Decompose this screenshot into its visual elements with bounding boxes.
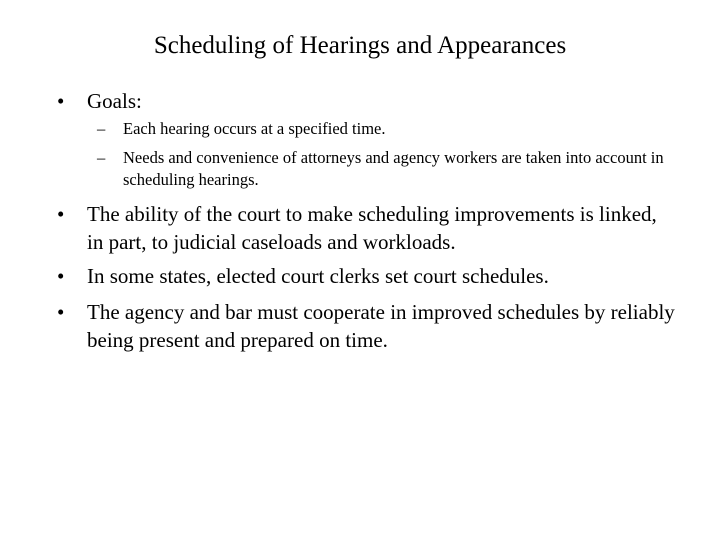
bullet-point-text: In some states, elected court clerks set court schedules. bbox=[87, 264, 549, 288]
bullet-point bbox=[57, 298, 677, 354]
bullet-point bbox=[57, 200, 677, 256]
goal-item-text: Needs and convenience of attorneys and agency workers are taken into account in scheduling hearings. bbox=[123, 148, 664, 189]
bullet-icon: • bbox=[57, 264, 65, 288]
bullet-point bbox=[57, 262, 677, 290]
goal-item bbox=[97, 118, 667, 140]
slide-title: Scheduling of Hearings and Appearances bbox=[153, 32, 567, 59]
bullet-icon: • bbox=[57, 300, 65, 324]
dash-icon: – bbox=[97, 148, 106, 167]
dash-icon: – bbox=[97, 119, 106, 138]
bullet-point-text: The agency and bar must cooperate in improved schedules by reliably being present and prepared on time. bbox=[87, 300, 675, 352]
bullet-point-text: The ability of the court to make scheduling improvements is linked, in part, to judicial caseloads and workloads. bbox=[87, 202, 657, 254]
bullet-icon: • bbox=[57, 202, 65, 226]
bullet-icon: • bbox=[57, 89, 65, 113]
bullet-goals bbox=[57, 87, 677, 115]
goal-item-text: Each hearing occurs at a specified time. bbox=[123, 119, 386, 138]
goal-item bbox=[97, 147, 667, 191]
goals-label: Goals: bbox=[87, 89, 142, 113]
